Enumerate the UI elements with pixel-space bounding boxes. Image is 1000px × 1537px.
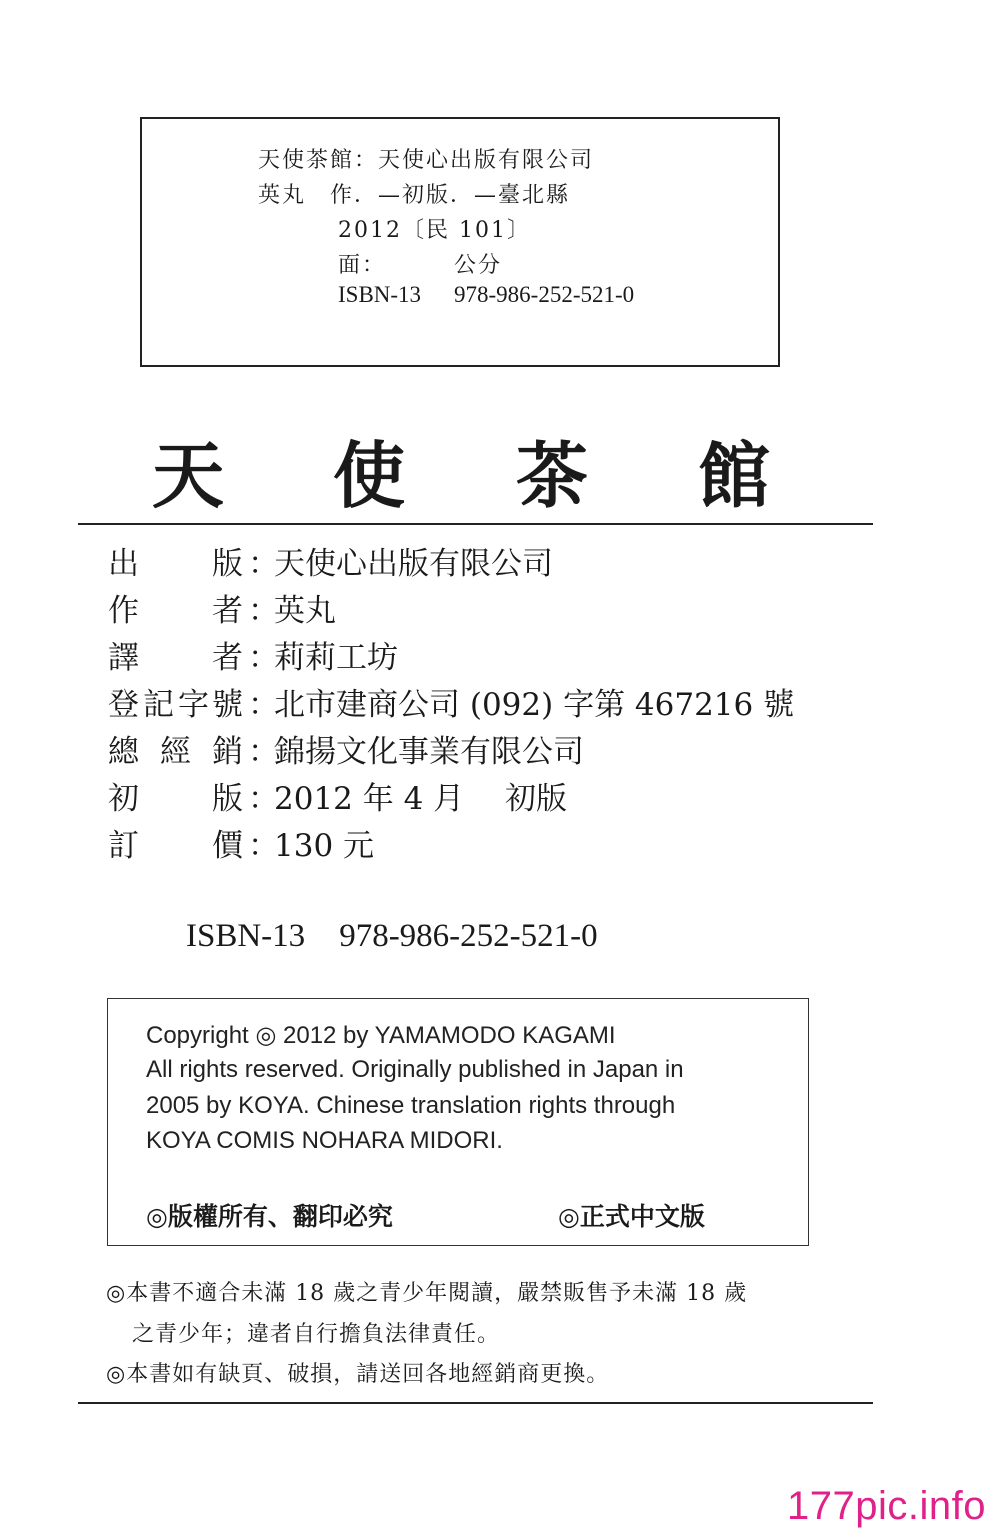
bottom-divider — [78, 1402, 873, 1404]
rights-reserved-mark: ◎版權所有、翻印必究 — [146, 1202, 393, 1231]
site-watermark: 177pic.info — [787, 1484, 986, 1528]
cip-year-line: 2012〔民 101〕 — [338, 218, 531, 243]
isbn-line — [186, 918, 632, 955]
isbn-label: ISBN-13 — [186, 918, 306, 954]
official-edition-mark: ◎正式中文版 — [558, 1202, 705, 1231]
title-char: 茶 — [516, 433, 589, 518]
registration-label: 登 記 字 號 — [108, 687, 243, 723]
translator-value: 莉莉工坊 — [274, 640, 398, 676]
translator-label: 譯 者 — [108, 640, 243, 676]
registration-value: 北市建商公司 (092) 字第 467216 號 — [274, 687, 795, 723]
copyright-line: KOYA COMIS NOHARA MIDORI. — [146, 1127, 503, 1154]
price-value: 130 元 — [274, 828, 375, 864]
price-label: 訂 價 — [108, 828, 243, 864]
title-char: 使 — [333, 433, 406, 518]
age-notice-line: ◎本書不適合未滿 18 歲之青少年閱讀，嚴禁販售予未滿 18 歲 — [106, 1281, 748, 1306]
age-notice-line: 之青少年；違者自行擔負法律責任。 — [132, 1322, 501, 1347]
cip-catalog-box — [140, 117, 780, 367]
copyright-line: 2005 by KOYA. Chinese translation rights through — [146, 1092, 676, 1119]
author-value: 英丸 — [274, 593, 336, 629]
title-char: 館 — [698, 433, 771, 518]
cip-author-line: 英丸 作．—初版．—臺北縣 — [258, 183, 571, 208]
first-edition-label: 初 版 — [108, 781, 243, 817]
cip-isbn-value: 978-986-252-521-0 — [454, 282, 635, 307]
copyright-line: All rights reserved. Originally published in Japan in — [146, 1056, 684, 1083]
copyright-line: Copyright ◎ 2012 by YAMAMODO KAGAMI — [146, 1022, 616, 1049]
defect-notice-line: ◎本書如有缺頁、破損，請送回各地經銷商更換。 — [106, 1362, 610, 1387]
cip-pages-label: 面： — [338, 253, 387, 278]
copyright-box — [107, 998, 809, 1246]
title-char: 天 — [152, 433, 225, 518]
distributor-label: 總 經 銷 — [108, 734, 243, 770]
author-label: 作 者 — [108, 593, 243, 629]
cip-title-line: 天使茶館：天使心出版有限公司 — [258, 148, 595, 173]
distributor-value: 錦揚文化事業有限公司 — [274, 734, 584, 770]
title-divider — [78, 523, 873, 525]
first-edition-value: 2012 年 4 月 初版 — [274, 781, 568, 817]
cip-isbn-label: ISBN-13 — [338, 282, 422, 307]
publisher-value: 天使心出版有限公司 — [274, 546, 553, 582]
isbn-value: 978-986-252-521-0 — [339, 918, 598, 954]
publisher-label: 出 版 — [108, 546, 243, 582]
cip-pages-unit: 公分 — [454, 253, 503, 278]
